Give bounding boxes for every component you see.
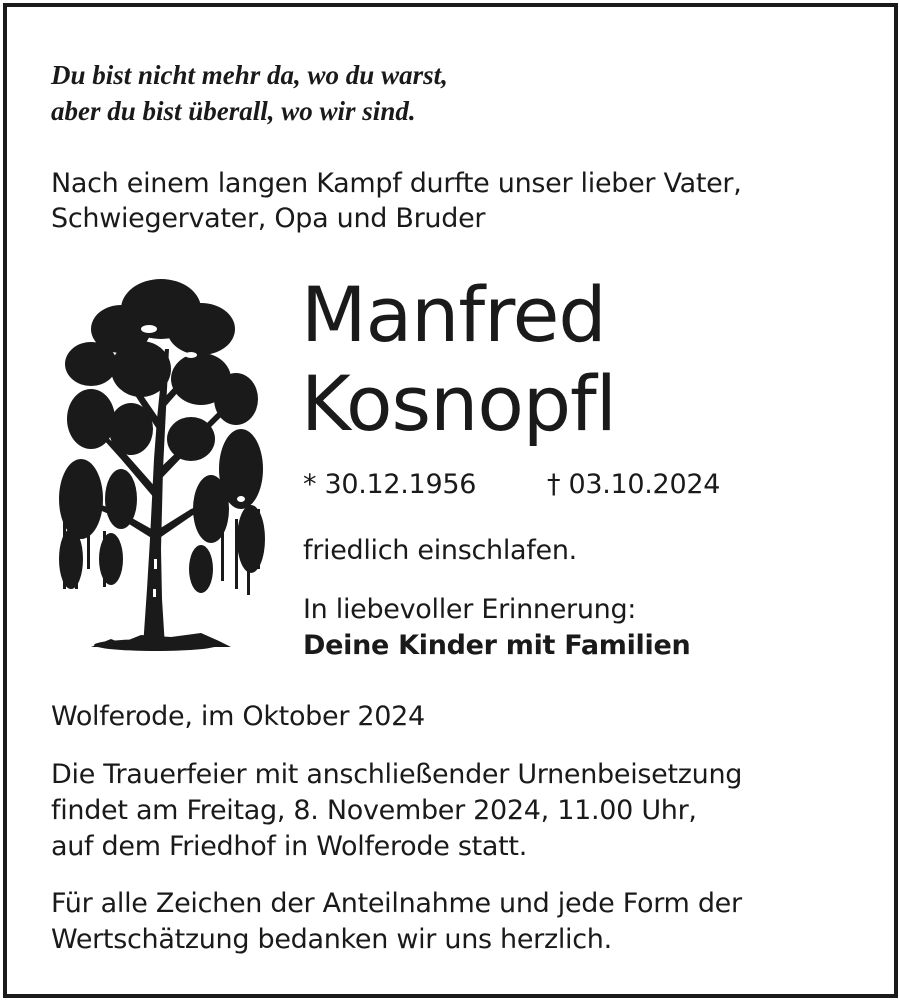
- family-signature: Deine Kinder mit Familien: [303, 630, 691, 661]
- memory-line: In liebevoller Erinnerung:: [303, 594, 637, 625]
- place-date: Wolferode, im Oktober 2024: [51, 701, 425, 732]
- intro-line-2: Schwiegervater, Opa und Bruder: [51, 203, 486, 234]
- birch-tree-icon: [51, 269, 271, 669]
- funeral-line-1: Die Trauerfeier mit anschließender Urnenbeisetzung: [51, 759, 743, 790]
- deceased-first-name: Manfred: [301, 270, 606, 359]
- funeral-line-2: findet am Freitag, 8. November 2024, 11.00 Uhr,: [51, 795, 697, 826]
- passing-text: friedlich einschlafen.: [303, 535, 577, 566]
- quote-line-2: aber du bist überall, wo wir sind.: [51, 96, 416, 126]
- obituary-frame: [3, 3, 898, 998]
- death-date: † 03.10.2024: [547, 469, 721, 500]
- deceased-last-name: Kosnopfl: [301, 359, 616, 448]
- quote-line-1: Du bist nicht mehr da, wo du warst,: [51, 60, 448, 90]
- funeral-line-3: auf dem Friedhof in Wolferode statt.: [51, 831, 527, 862]
- intro-line-1: Nach einem langen Kampf durfte unser lieber Vater,: [51, 168, 742, 199]
- birth-date: * 30.12.1956: [303, 469, 477, 500]
- thanks-line-1: Für alle Zeichen der Anteilnahme und jede Form der: [51, 888, 742, 919]
- thanks-line-2: Wertschätzung bedanken wir uns herzlich.: [51, 924, 612, 955]
